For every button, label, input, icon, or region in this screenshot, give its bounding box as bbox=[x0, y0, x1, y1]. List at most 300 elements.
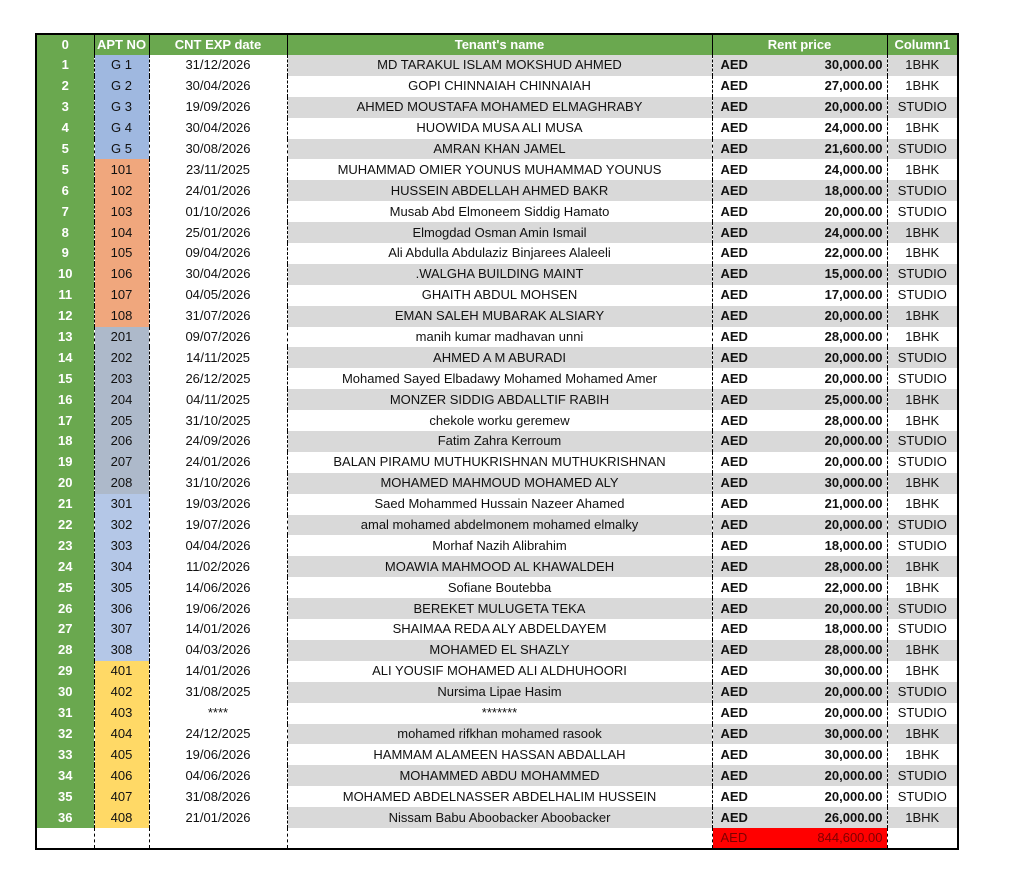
currency-cell[interactable]: AED bbox=[712, 201, 760, 222]
apt-no-cell[interactable]: 403 bbox=[94, 703, 149, 724]
rent-price-cell[interactable]: 28,000.00 bbox=[760, 640, 887, 661]
currency-cell[interactable]: AED bbox=[712, 159, 760, 180]
cnt-exp-date-cell[interactable]: 19/07/2026 bbox=[149, 515, 287, 536]
currency-cell[interactable]: AED bbox=[712, 577, 760, 598]
apt-no-cell[interactable]: 106 bbox=[94, 264, 149, 285]
tenant-name-cell[interactable]: Musab Abd Elmoneem Siddig Hamato bbox=[287, 201, 712, 222]
apt-no-cell[interactable]: 404 bbox=[94, 724, 149, 745]
apt-no-cell[interactable]: 305 bbox=[94, 577, 149, 598]
tenant-name-cell[interactable]: MOHAMED ABDELNASSER ABDELHALIM HUSSEIN bbox=[287, 786, 712, 807]
row-index-cell[interactable]: 31 bbox=[36, 703, 94, 724]
apt-no-cell[interactable]: G 4 bbox=[94, 118, 149, 139]
apt-no-cell[interactable]: 201 bbox=[94, 327, 149, 348]
currency-cell[interactable]: AED bbox=[712, 327, 760, 348]
tenant-name-cell[interactable]: Mohamed Sayed Elbadawy Mohamed Mohamed Amer bbox=[287, 368, 712, 389]
unit-type-cell[interactable]: 1BHK bbox=[887, 389, 958, 410]
header-row bbox=[36, 34, 958, 55]
apt-no-cell[interactable]: 103 bbox=[94, 201, 149, 222]
rent-price-cell[interactable]: 25,000.00 bbox=[760, 389, 887, 410]
unit-type-cell[interactable]: STUDIO bbox=[887, 139, 958, 160]
currency-cell[interactable]: AED bbox=[712, 97, 760, 118]
table-row bbox=[36, 285, 958, 306]
apt-no-cell[interactable]: 105 bbox=[94, 243, 149, 264]
table-row bbox=[36, 180, 958, 201]
row-index-cell[interactable]: 19 bbox=[36, 452, 94, 473]
tenant-name-cell[interactable]: ******* bbox=[287, 703, 712, 724]
cnt-exp-date-cell[interactable]: 11/02/2026 bbox=[149, 556, 287, 577]
row-index-cell[interactable]: 17 bbox=[36, 410, 94, 431]
row-index-cell[interactable]: 11 bbox=[36, 285, 94, 306]
table-row bbox=[36, 389, 958, 410]
rent-price-cell[interactable]: 28,000.00 bbox=[760, 410, 887, 431]
currency-cell[interactable]: AED bbox=[712, 598, 760, 619]
currency-cell[interactable]: AED bbox=[712, 515, 760, 536]
table-row bbox=[36, 306, 958, 327]
total-apt-cell[interactable] bbox=[94, 828, 149, 849]
table-row bbox=[36, 452, 958, 473]
currency-cell[interactable]: AED bbox=[712, 285, 760, 306]
row-index-cell[interactable]: 2 bbox=[36, 76, 94, 97]
unit-type-cell[interactable]: STUDIO bbox=[887, 431, 958, 452]
cnt-exp-date-cell[interactable]: 14/11/2025 bbox=[149, 347, 287, 368]
tenant-name-cell[interactable]: AMRAN KHAN JAMEL bbox=[287, 139, 712, 160]
rent-price-cell[interactable]: 20,000.00 bbox=[760, 368, 887, 389]
unit-type-cell[interactable]: 1BHK bbox=[887, 327, 958, 348]
unit-type-cell[interactable]: STUDIO bbox=[887, 347, 958, 368]
currency-cell[interactable]: AED bbox=[712, 703, 760, 724]
rent-price-cell[interactable]: 20,000.00 bbox=[760, 201, 887, 222]
apt-no-cell[interactable]: 202 bbox=[94, 347, 149, 368]
unit-type-cell[interactable]: STUDIO bbox=[887, 515, 958, 536]
rent-price-cell[interactable]: 26,000.00 bbox=[760, 807, 887, 828]
unit-type-cell[interactable]: 1BHK bbox=[887, 744, 958, 765]
tenant-name-cell[interactable]: BALAN PIRAMU MUTHUKRISHNAN MUTHUKRISHNAN bbox=[287, 452, 712, 473]
cnt-exp-date-cell[interactable]: 24/01/2026 bbox=[149, 180, 287, 201]
row-index-cell[interactable]: 27 bbox=[36, 619, 94, 640]
rent-price-cell[interactable]: 18,000.00 bbox=[760, 180, 887, 201]
row-index-cell[interactable]: 36 bbox=[36, 807, 94, 828]
currency-cell[interactable]: AED bbox=[712, 118, 760, 139]
table-row bbox=[36, 327, 958, 348]
tenant-name-cell[interactable]: chekole worku geremew bbox=[287, 410, 712, 431]
cnt-exp-date-cell[interactable]: 31/12/2026 bbox=[149, 55, 287, 76]
tenant-name-cell[interactable]: .WALGHA BUILDING MAINT bbox=[287, 264, 712, 285]
unit-type-cell[interactable]: 1BHK bbox=[887, 661, 958, 682]
rent-price-cell[interactable]: 15,000.00 bbox=[760, 264, 887, 285]
unit-type-cell[interactable]: STUDIO bbox=[887, 452, 958, 473]
tenant-name-cell[interactable]: manih kumar madhavan unni bbox=[287, 327, 712, 348]
table-row bbox=[36, 243, 958, 264]
tenant-name-cell[interactable]: MONZER SIDDIG ABDALLTIF RABIH bbox=[287, 389, 712, 410]
unit-type-cell[interactable]: STUDIO bbox=[887, 285, 958, 306]
cnt-exp-date-cell[interactable]: 31/08/2025 bbox=[149, 682, 287, 703]
rent-price-cell[interactable]: 24,000.00 bbox=[760, 118, 887, 139]
tenant-name-cell[interactable]: MOHAMED EL SHAZLY bbox=[287, 640, 712, 661]
table-row bbox=[36, 97, 958, 118]
unit-type-cell[interactable]: STUDIO bbox=[887, 201, 958, 222]
unit-type-cell[interactable]: 1BHK bbox=[887, 577, 958, 598]
unit-type-cell[interactable]: 1BHK bbox=[887, 243, 958, 264]
rent-price-cell[interactable]: 20,000.00 bbox=[760, 347, 887, 368]
row-index-cell[interactable]: 20 bbox=[36, 473, 94, 494]
currency-cell[interactable]: AED bbox=[712, 139, 760, 160]
rent-price-cell[interactable]: 30,000.00 bbox=[760, 744, 887, 765]
rent-price-cell[interactable]: 18,000.00 bbox=[760, 535, 887, 556]
row-index-cell[interactable]: 30 bbox=[36, 682, 94, 703]
row-index-cell[interactable]: 8 bbox=[36, 222, 94, 243]
unit-type-cell[interactable]: 1BHK bbox=[887, 410, 958, 431]
currency-cell[interactable]: AED bbox=[712, 347, 760, 368]
tenant-name-cell[interactable]: BEREKET MULUGETA TEKA bbox=[287, 598, 712, 619]
table-row bbox=[36, 786, 958, 807]
tenant-name-cell[interactable]: amal mohamed abdelmonem mohamed elmalky bbox=[287, 515, 712, 536]
cnt-exp-date-cell[interactable]: 04/11/2025 bbox=[149, 389, 287, 410]
rent-price-cell[interactable]: 22,000.00 bbox=[760, 577, 887, 598]
tenant-name-cell[interactable]: Fatim Zahra Kerroum bbox=[287, 431, 712, 452]
tenant-name-cell[interactable]: MOAWIA MAHMOOD AL KHAWALDEH bbox=[287, 556, 712, 577]
tenant-name-cell[interactable]: HUOWIDA MUSA ALI MUSA bbox=[287, 118, 712, 139]
tenant-name-cell[interactable]: Sofiane Boutebba bbox=[287, 577, 712, 598]
cnt-exp-date-cell[interactable]: 04/04/2026 bbox=[149, 535, 287, 556]
unit-type-cell[interactable]: 1BHK bbox=[887, 222, 958, 243]
tenant-name-cell[interactable]: HUSSEIN ABDELLAH AHMED BAKR bbox=[287, 180, 712, 201]
tenant-name-cell[interactable]: MOHAMMED ABDU MOHAMMED bbox=[287, 765, 712, 786]
row-index-cell[interactable]: 6 bbox=[36, 180, 94, 201]
rent-price-cell[interactable]: 20,000.00 bbox=[760, 97, 887, 118]
currency-cell[interactable]: AED bbox=[712, 222, 760, 243]
unit-type-cell[interactable]: STUDIO bbox=[887, 535, 958, 556]
tenant-name-cell[interactable]: HAMMAM ALAMEEN HASSAN ABDALLAH bbox=[287, 744, 712, 765]
currency-cell[interactable]: AED bbox=[712, 640, 760, 661]
unit-type-cell[interactable]: STUDIO bbox=[887, 765, 958, 786]
row-index-cell[interactable]: 32 bbox=[36, 724, 94, 745]
apt-no-cell[interactable]: 401 bbox=[94, 661, 149, 682]
cnt-exp-date-cell[interactable]: 31/08/2026 bbox=[149, 786, 287, 807]
tenant-name-cell[interactable]: mohamed rifkhan mohamed rasook bbox=[287, 724, 712, 745]
cnt-exp-date-cell[interactable]: 30/08/2026 bbox=[149, 139, 287, 160]
apt-no-cell[interactable]: 101 bbox=[94, 159, 149, 180]
rent-price-cell[interactable]: 20,000.00 bbox=[760, 515, 887, 536]
currency-cell[interactable]: AED bbox=[712, 180, 760, 201]
cnt-exp-date-cell[interactable]: 04/03/2026 bbox=[149, 640, 287, 661]
total-name-cell[interactable] bbox=[287, 828, 712, 849]
row-index-cell[interactable]: 34 bbox=[36, 765, 94, 786]
apt-no-cell[interactable]: 108 bbox=[94, 306, 149, 327]
apt-no-cell[interactable]: 102 bbox=[94, 180, 149, 201]
apt-no-cell[interactable]: 407 bbox=[94, 786, 149, 807]
cnt-exp-date-cell[interactable]: **** bbox=[149, 703, 287, 724]
currency-cell[interactable]: AED bbox=[712, 431, 760, 452]
apt-no-cell[interactable]: 301 bbox=[94, 494, 149, 515]
currency-cell[interactable]: AED bbox=[712, 368, 760, 389]
cnt-exp-date-cell[interactable]: 25/01/2026 bbox=[149, 222, 287, 243]
table-row bbox=[36, 139, 958, 160]
cnt-exp-date-cell[interactable]: 09/04/2026 bbox=[149, 243, 287, 264]
row-index-cell[interactable]: 13 bbox=[36, 327, 94, 348]
row-index-cell[interactable]: 5 bbox=[36, 159, 94, 180]
apt-no-cell[interactable]: 203 bbox=[94, 368, 149, 389]
row-index-cell[interactable]: 9 bbox=[36, 243, 94, 264]
unit-type-cell[interactable]: STUDIO bbox=[887, 180, 958, 201]
apt-no-cell[interactable]: 306 bbox=[94, 598, 149, 619]
unit-type-cell[interactable]: 1BHK bbox=[887, 306, 958, 327]
apt-no-cell[interactable]: 408 bbox=[94, 807, 149, 828]
apt-no-cell[interactable]: 302 bbox=[94, 515, 149, 536]
cnt-exp-date-cell[interactable]: 26/12/2025 bbox=[149, 368, 287, 389]
unit-type-cell[interactable]: 1BHK bbox=[887, 55, 958, 76]
currency-cell[interactable]: AED bbox=[712, 556, 760, 577]
apt-no-cell[interactable]: G 1 bbox=[94, 55, 149, 76]
table-body bbox=[36, 55, 958, 849]
currency-cell[interactable]: AED bbox=[712, 494, 760, 515]
table-row bbox=[36, 744, 958, 765]
rent-price-cell[interactable]: 27,000.00 bbox=[760, 76, 887, 97]
table-row bbox=[36, 598, 958, 619]
currency-cell[interactable]: AED bbox=[712, 661, 760, 682]
tenant-name-cell[interactable]: Morhaf Nazih Alibrahim bbox=[287, 535, 712, 556]
table-row bbox=[36, 473, 958, 494]
cnt-exp-date-cell[interactable]: 31/10/2026 bbox=[149, 473, 287, 494]
rent-price-cell[interactable]: 21,600.00 bbox=[760, 139, 887, 160]
currency-cell[interactable]: AED bbox=[712, 76, 760, 97]
table-row bbox=[36, 682, 958, 703]
cnt-exp-date-cell[interactable]: 14/06/2026 bbox=[149, 577, 287, 598]
apt-no-cell[interactable]: 402 bbox=[94, 682, 149, 703]
row-index-cell[interactable]: 7 bbox=[36, 201, 94, 222]
rent-price-cell[interactable]: 20,000.00 bbox=[760, 682, 887, 703]
cnt-exp-date-cell[interactable]: 23/11/2025 bbox=[149, 159, 287, 180]
apt-no-cell[interactable]: 405 bbox=[94, 744, 149, 765]
currency-cell[interactable]: AED bbox=[712, 765, 760, 786]
cnt-exp-date-cell[interactable]: 14/01/2026 bbox=[149, 619, 287, 640]
total-currency-cell[interactable]: AED bbox=[712, 828, 760, 849]
table-row bbox=[36, 368, 958, 389]
apt-no-cell[interactable]: G 2 bbox=[94, 76, 149, 97]
row-index-cell[interactable]: 4 bbox=[36, 118, 94, 139]
apt-no-cell[interactable]: 207 bbox=[94, 452, 149, 473]
cnt-exp-date-cell[interactable]: 24/12/2025 bbox=[149, 724, 287, 745]
table-row bbox=[36, 76, 958, 97]
cnt-exp-date-cell[interactable]: 19/06/2026 bbox=[149, 744, 287, 765]
tenant-name-cell[interactable]: EMAN SALEH MUBARAK ALSIARY bbox=[287, 306, 712, 327]
row-index-cell[interactable]: 14 bbox=[36, 347, 94, 368]
table-row bbox=[36, 556, 958, 577]
tenant-name-cell[interactable]: Ali Abdulla Abdulaziz Binjarees Alaleeli bbox=[287, 243, 712, 264]
apt-no-cell[interactable]: 208 bbox=[94, 473, 149, 494]
rent-price-cell[interactable]: 20,000.00 bbox=[760, 598, 887, 619]
row-index-cell[interactable]: 21 bbox=[36, 494, 94, 515]
header-tenant-name[interactable]: Tenant's name bbox=[287, 34, 712, 55]
unit-type-cell[interactable]: STUDIO bbox=[887, 619, 958, 640]
row-index-cell[interactable]: 15 bbox=[36, 368, 94, 389]
unit-type-cell[interactable]: STUDIO bbox=[887, 786, 958, 807]
row-index-cell[interactable]: 23 bbox=[36, 535, 94, 556]
row-index-cell[interactable]: 1 bbox=[36, 55, 94, 76]
table-row bbox=[36, 724, 958, 745]
row-index-cell[interactable]: 22 bbox=[36, 515, 94, 536]
rent-price-cell[interactable]: 30,000.00 bbox=[760, 55, 887, 76]
unit-type-cell[interactable]: 1BHK bbox=[887, 76, 958, 97]
row-index-cell[interactable]: 10 bbox=[36, 264, 94, 285]
currency-cell[interactable]: AED bbox=[712, 473, 760, 494]
apt-no-cell[interactable]: 206 bbox=[94, 431, 149, 452]
tenant-name-cell[interactable]: AHMED MOUSTAFA MOHAMED ELMAGHRABY bbox=[287, 97, 712, 118]
cnt-exp-date-cell[interactable]: 04/05/2026 bbox=[149, 285, 287, 306]
table-row bbox=[36, 661, 958, 682]
rent-price-cell[interactable]: 28,000.00 bbox=[760, 556, 887, 577]
rent-price-cell[interactable]: 24,000.00 bbox=[760, 222, 887, 243]
tenant-name-cell[interactable]: Saed Mohammed Hussain Nazeer Ahamed bbox=[287, 494, 712, 515]
unit-type-cell[interactable]: 1BHK bbox=[887, 118, 958, 139]
currency-cell[interactable]: AED bbox=[712, 619, 760, 640]
cnt-exp-date-cell[interactable]: 19/06/2026 bbox=[149, 598, 287, 619]
rent-price-cell[interactable]: 20,000.00 bbox=[760, 431, 887, 452]
rent-price-cell[interactable]: 17,000.00 bbox=[760, 285, 887, 306]
apt-no-cell[interactable]: G 5 bbox=[94, 139, 149, 160]
apt-no-cell[interactable]: 104 bbox=[94, 222, 149, 243]
apt-no-cell[interactable]: 308 bbox=[94, 640, 149, 661]
apt-no-cell[interactable]: 406 bbox=[94, 765, 149, 786]
tenant-name-cell[interactable]: SHAIMAA REDA ALY ABDELDAYEM bbox=[287, 619, 712, 640]
rent-price-cell[interactable]: 21,000.00 bbox=[760, 494, 887, 515]
unit-type-cell[interactable]: 1BHK bbox=[887, 640, 958, 661]
row-index-cell[interactable]: 33 bbox=[36, 744, 94, 765]
unit-type-cell[interactable]: STUDIO bbox=[887, 598, 958, 619]
apt-no-cell[interactable]: 204 bbox=[94, 389, 149, 410]
apt-no-cell[interactable]: 303 bbox=[94, 535, 149, 556]
cnt-exp-date-cell[interactable]: 01/10/2026 bbox=[149, 201, 287, 222]
row-index-cell[interactable]: 3 bbox=[36, 97, 94, 118]
table-row bbox=[36, 535, 958, 556]
cnt-exp-date-cell[interactable]: 14/01/2026 bbox=[149, 661, 287, 682]
tenant-name-cell[interactable]: MD TARAKUL ISLAM MOKSHUD AHMED bbox=[287, 55, 712, 76]
row-index-cell[interactable]: 5 bbox=[36, 139, 94, 160]
currency-cell[interactable]: AED bbox=[712, 744, 760, 765]
currency-cell[interactable]: AED bbox=[712, 264, 760, 285]
unit-type-cell[interactable]: STUDIO bbox=[887, 264, 958, 285]
currency-cell[interactable]: AED bbox=[712, 389, 760, 410]
row-index-cell[interactable]: 24 bbox=[36, 556, 94, 577]
rent-price-cell[interactable]: 24,000.00 bbox=[760, 159, 887, 180]
cnt-exp-date-cell[interactable]: 30/04/2026 bbox=[149, 264, 287, 285]
cnt-exp-date-cell[interactable]: 19/03/2026 bbox=[149, 494, 287, 515]
rent-price-cell[interactable]: 20,000.00 bbox=[760, 703, 887, 724]
currency-cell[interactable]: AED bbox=[712, 243, 760, 264]
apt-no-cell[interactable]: 304 bbox=[94, 556, 149, 577]
header-cnt-exp-date[interactable]: CNT EXP date bbox=[149, 34, 287, 55]
tenant-name-cell[interactable]: Elmogdad Osman Amin Ismail bbox=[287, 222, 712, 243]
row-index-cell[interactable]: 25 bbox=[36, 577, 94, 598]
unit-type-cell[interactable]: 1BHK bbox=[887, 807, 958, 828]
rent-price-cell[interactable]: 30,000.00 bbox=[760, 724, 887, 745]
unit-type-cell[interactable]: STUDIO bbox=[887, 682, 958, 703]
cnt-exp-date-cell[interactable]: 30/04/2026 bbox=[149, 76, 287, 97]
row-index-cell[interactable]: 12 bbox=[36, 306, 94, 327]
cnt-exp-date-cell[interactable]: 21/01/2026 bbox=[149, 807, 287, 828]
tenant-name-cell[interactable]: ALI YOUSIF MOHAMED ALI ALDHUHOORI bbox=[287, 661, 712, 682]
rent-price-cell[interactable]: 18,000.00 bbox=[760, 619, 887, 640]
tenant-name-cell[interactable]: MOHAMED MAHMOUD MOHAMED ALY bbox=[287, 473, 712, 494]
cnt-exp-date-cell[interactable]: 24/01/2026 bbox=[149, 452, 287, 473]
unit-type-cell[interactable]: 1BHK bbox=[887, 556, 958, 577]
unit-type-cell[interactable]: 1BHK bbox=[887, 159, 958, 180]
rent-price-cell[interactable]: 20,000.00 bbox=[760, 765, 887, 786]
apt-no-cell[interactable]: 205 bbox=[94, 410, 149, 431]
total-rent-cell[interactable]: 844,600.00 bbox=[760, 828, 887, 849]
rent-price-cell[interactable]: 20,000.00 bbox=[760, 786, 887, 807]
cnt-exp-date-cell[interactable]: 30/04/2026 bbox=[149, 118, 287, 139]
rent-price-cell[interactable]: 20,000.00 bbox=[760, 306, 887, 327]
currency-cell[interactable]: AED bbox=[712, 724, 760, 745]
unit-type-cell[interactable]: STUDIO bbox=[887, 97, 958, 118]
cnt-exp-date-cell[interactable]: 24/09/2026 bbox=[149, 431, 287, 452]
header-index[interactable]: 0 bbox=[36, 34, 94, 55]
header-rent-price[interactable]: Rent price bbox=[712, 34, 887, 55]
cnt-exp-date-cell[interactable]: 04/06/2026 bbox=[149, 765, 287, 786]
row-index-cell[interactable]: 18 bbox=[36, 431, 94, 452]
header-column1[interactable]: Column1 bbox=[887, 34, 958, 55]
row-index-cell[interactable]: 35 bbox=[36, 786, 94, 807]
tenant-name-cell[interactable]: GHAITH ABDUL MOHSEN bbox=[287, 285, 712, 306]
currency-cell[interactable]: AED bbox=[712, 452, 760, 473]
currency-cell[interactable]: AED bbox=[712, 535, 760, 556]
apt-no-cell[interactable]: 107 bbox=[94, 285, 149, 306]
tenant-name-cell[interactable]: Nissam Babu Aboobacker Aboobacker bbox=[287, 807, 712, 828]
total-index-cell[interactable]: #REF! bbox=[36, 828, 94, 849]
row-index-cell[interactable]: 28 bbox=[36, 640, 94, 661]
unit-type-cell[interactable]: 1BHK bbox=[887, 473, 958, 494]
tenant-name-cell[interactable]: Nursima Lipae Hasim bbox=[287, 682, 712, 703]
unit-type-cell[interactable]: STUDIO bbox=[887, 368, 958, 389]
table-row bbox=[36, 807, 958, 828]
total-type-cell[interactable] bbox=[887, 828, 958, 849]
rent-price-cell[interactable]: 30,000.00 bbox=[760, 473, 887, 494]
rent-price-cell[interactable]: 22,000.00 bbox=[760, 243, 887, 264]
currency-cell[interactable]: AED bbox=[712, 786, 760, 807]
tenant-name-cell[interactable]: MUHAMMAD OMIER YOUNUS MUHAMMAD YOUNUS bbox=[287, 159, 712, 180]
cnt-exp-date-cell[interactable]: 31/10/2025 bbox=[149, 410, 287, 431]
row-index-cell[interactable]: 29 bbox=[36, 661, 94, 682]
unit-type-cell[interactable]: STUDIO bbox=[887, 703, 958, 724]
tenant-name-cell[interactable]: GOPI CHINNAIAH CHINNAIAH bbox=[287, 76, 712, 97]
cnt-exp-date-cell[interactable]: 19/09/2026 bbox=[149, 97, 287, 118]
unit-type-cell[interactable]: 1BHK bbox=[887, 724, 958, 745]
table-row bbox=[36, 577, 958, 598]
total-date-cell[interactable] bbox=[149, 828, 287, 849]
unit-type-cell[interactable]: 1BHK bbox=[887, 494, 958, 515]
currency-cell[interactable]: AED bbox=[712, 55, 760, 76]
cnt-exp-date-cell[interactable]: 31/07/2026 bbox=[149, 306, 287, 327]
currency-cell[interactable]: AED bbox=[712, 306, 760, 327]
cnt-exp-date-cell[interactable]: 09/07/2026 bbox=[149, 327, 287, 348]
table-row bbox=[36, 494, 958, 515]
apt-no-cell[interactable]: 307 bbox=[94, 619, 149, 640]
total-row bbox=[36, 828, 958, 849]
table-row bbox=[36, 765, 958, 786]
currency-cell[interactable]: AED bbox=[712, 807, 760, 828]
currency-cell[interactable]: AED bbox=[712, 410, 760, 431]
rent-price-cell[interactable]: 20,000.00 bbox=[760, 452, 887, 473]
tenant-name-cell[interactable]: AHMED A M ABURADI bbox=[287, 347, 712, 368]
apt-no-cell[interactable]: G 3 bbox=[94, 97, 149, 118]
currency-cell[interactable]: AED bbox=[712, 682, 760, 703]
table-row bbox=[36, 347, 958, 368]
rent-price-cell[interactable]: 28,000.00 bbox=[760, 327, 887, 348]
row-index-cell[interactable]: 16 bbox=[36, 389, 94, 410]
header-apt-no[interactable]: APT NO bbox=[94, 34, 149, 55]
row-index-cell[interactable]: 26 bbox=[36, 598, 94, 619]
rent-price-cell[interactable]: 30,000.00 bbox=[760, 661, 887, 682]
